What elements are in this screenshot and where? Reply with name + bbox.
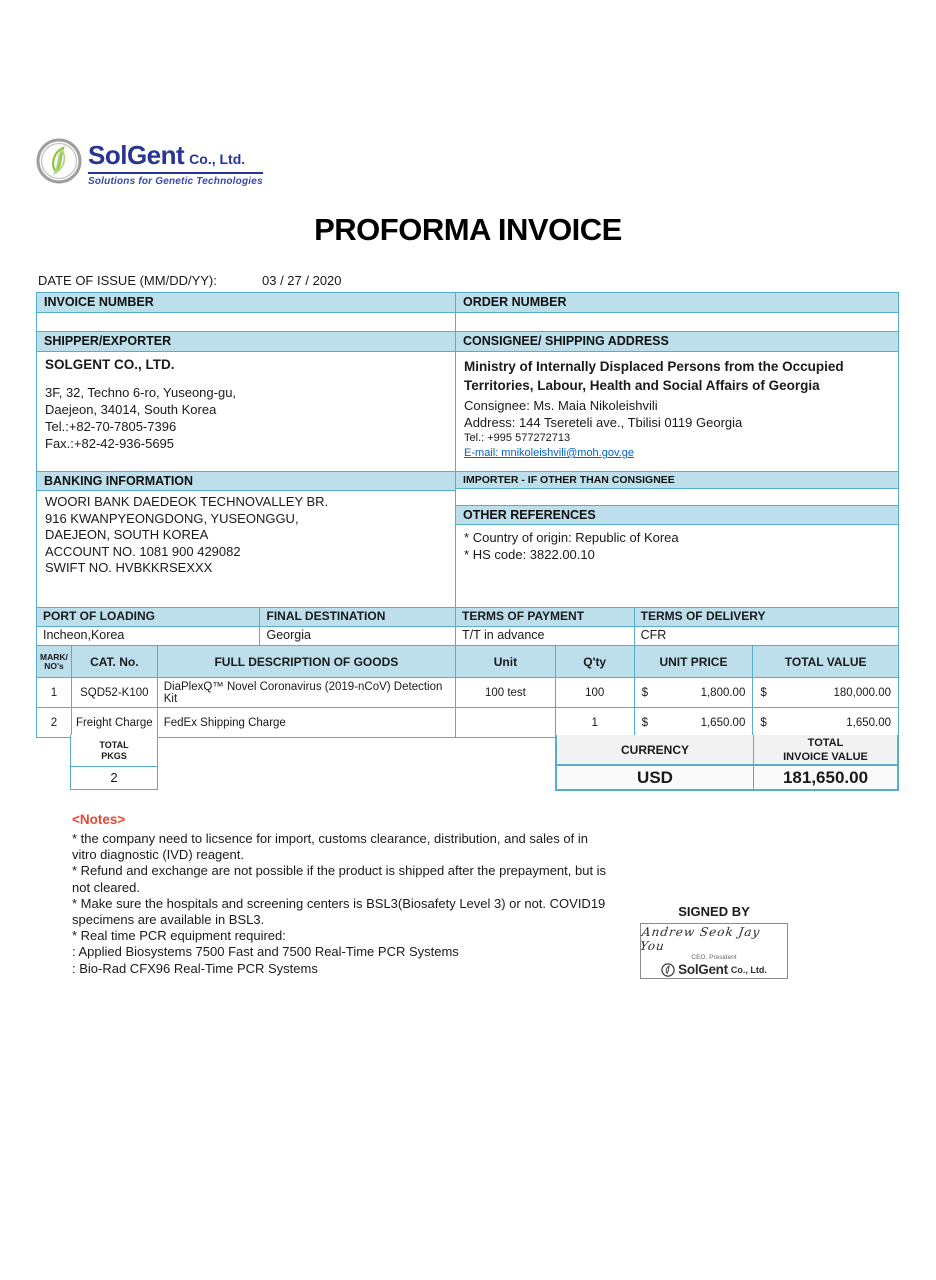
notes-section [72,812,632,977]
banking-information-label: BANKING INFORMATION [37,472,455,491]
total-invoice-value: 181,650.00 [754,766,897,789]
bank-address-line: DAEJEON, SOUTH KOREA [45,527,209,543]
total-invoice-value-box [753,735,899,791]
consignee-address: Address: 144 Tsereteli ave., Tbilisi 0119 Georgia [464,415,743,430]
invoice-grid [36,292,899,738]
company-tagline: Solutions for Genetic Technologies [88,176,263,187]
consignee-details [455,352,898,471]
row-unit [455,708,555,737]
company-logo [36,138,263,187]
signed-by-label: SIGNED BY [678,904,750,919]
currency-symbol: $ [760,686,767,699]
col-header-unit: Unit [455,646,555,677]
note-line: * Refund and exchange are not possible if the product is shipped after the prepayment, but is [72,863,607,879]
terms-of-payment-value: T/T in advance [455,627,634,645]
solgent-leaf-icon [661,963,675,977]
consignee-name: Ministry of Internally Displaced Persons from the Occupied Territories, Labour, Health and Social Affairs of Georgia [464,359,844,393]
row-mark: 1 [37,678,71,707]
col-header-unit-price: UNIT PRICE [634,646,753,677]
company-suffix: Co., Ltd. [189,151,246,167]
consignee-phone: Tel.: +995 577272713 [464,432,571,444]
importer-value [456,489,898,506]
unit-price-amount: 1,650.00 [700,716,746,729]
note-line: : Applied Biosystems 7500 Fast and 7500 Real-Time PCR Systems [72,944,459,960]
row-total-value [752,678,898,707]
document-title: PROFORMA INVOICE [314,212,622,247]
shipper-address-line: Daejeon, 34014, South Korea [45,402,217,417]
terms-of-delivery-value: CFR [634,627,898,645]
row-mark: 2 [37,708,71,737]
other-references-label: OTHER REFERENCES [456,506,898,525]
banking-details [37,491,455,580]
row-total-value [752,708,898,737]
row-description: FedEx Shipping Charge [157,708,455,737]
row-cat-no: Freight Charge [71,708,157,737]
col-header-cat-no: CAT. No. [71,646,157,677]
row-qty: 100 [555,678,634,707]
country-of-origin: * Country of origin: Republic of Korea [464,530,679,545]
col-header-mark-line2: NO's [44,660,64,671]
shipper-name: SOLGENT CO., LTD. [45,357,175,372]
row-cat-no: SQD52-K100 [71,678,157,707]
shipper-address-line: 3F, 32, Techno 6-ro, Yuseong-gu, [45,385,237,400]
shipper-exporter-label: SHIPPER/EXPORTER [37,332,455,351]
final-destination-value: Georgia [259,627,455,645]
final-destination-label: FINAL DESTINATION [259,608,455,626]
terms-of-delivery-label: TERMS OF DELIVERY [634,608,898,626]
total-pkgs-label [71,735,157,767]
importer-label: IMPORTER - IF OTHER THAN CONSIGNEE [456,472,898,489]
col-header-description: FULL DESCRIPTION OF GOODS [157,646,455,677]
port-of-loading-value: Incheon,Korea [37,627,259,645]
date-of-issue-row [38,273,858,288]
banking-section [37,472,455,607]
totals-section [36,735,899,791]
col-header-mark [37,646,71,677]
currency-symbol: $ [760,716,767,729]
signature-company-name: SolGent [678,962,728,977]
invoice-number-value [37,313,455,331]
notes-title: <Notes> [72,812,126,827]
total-pkgs-label-line1: TOTAL [99,739,129,750]
total-pkgs-box [70,735,158,790]
row-unit-price [634,678,753,707]
company-name: SolGent [88,140,185,170]
consignee-email-link[interactable]: E-mail: mnikoleishvili@moh.gov.ge [464,447,634,459]
hs-code: * HS code: 3822.00.10 [464,547,595,562]
note-line: not cleared. [72,879,140,895]
signature-company-logo [661,962,767,977]
total-value-amount: 180,000.00 [833,686,892,699]
note-line: * Real time PCR equipment required: [72,928,286,944]
signature-company-suffix: Co., Ltd. [730,964,767,975]
currency-symbol: $ [641,716,648,729]
port-of-loading-label: PORT OF LOADING [37,608,259,626]
signature-box [640,923,788,979]
row-description: DiaPlexQ™ Novel Coronavirus (2019-nCoV) Detection Kit [157,678,455,707]
bank-swift-number: SWIFT NO. HVBKKRSEXXX [45,560,213,576]
total-pkgs-value: 2 [110,770,118,785]
table-row [37,678,898,708]
solgent-leaf-icon [36,138,82,184]
total-value-amount: 1,650.00 [846,716,892,729]
note-line: * Make sure the hospitals and screening centers is BSL3(Biosafety Level 3) or not. COVID19 [72,895,606,911]
shipper-phone: Tel.:+82-70-7805-7396 [45,419,177,434]
col-header-total-value: TOTAL VALUE [752,646,898,677]
col-header-qty: Q'ty [555,646,634,677]
note-line: specimens are available in BSL3. [72,912,265,928]
total-invoice-value-label-line2: INVOICE VALUE [783,750,868,763]
currency-symbol: $ [641,686,648,699]
shipper-fax: Fax.:+82-42-936-5695 [45,436,175,451]
date-of-issue-value: 03 / 27 / 2020 [262,273,342,288]
currency-box [555,735,755,791]
terms-of-payment-label: TERMS OF PAYMENT [455,608,634,626]
signature-role: CEO. President [691,954,737,961]
bank-name: WOORI BANK DAEDEOK TECHNOVALLEY BR. [45,494,329,509]
order-number-label: ORDER NUMBER [455,293,898,312]
note-line: : Bio-Rad CFX96 Real-Time PCR Systems [72,960,318,976]
note-line: vitro diagnostic (IVD) reagent. [72,847,244,863]
unit-price-amount: 1,800.00 [700,686,746,699]
shipper-details [37,352,455,471]
consignee-label: CONSIGNEE/ SHIPPING ADDRESS [455,332,898,351]
bank-account-number: ACCOUNT NO. 1081 900 429082 [45,543,241,559]
table-row [37,708,898,738]
currency-label: CURRENCY [557,735,753,766]
order-number-value [455,313,898,331]
invoice-number-label: INVOICE NUMBER [37,293,455,312]
row-qty: 1 [555,708,634,737]
other-references-details [456,525,898,567]
total-pkgs-label-line2: PKGS [101,750,127,761]
row-unit: 100 test [455,678,555,707]
total-invoice-value-label-line1: TOTAL [807,736,844,749]
total-invoice-value-label [754,735,897,766]
signature-handwriting: Andrew Seok Jay You [639,925,762,953]
importer-references-section [455,472,898,607]
row-unit-price [634,708,753,737]
col-header-mark-line1: MARK/ [40,651,68,662]
note-line: * the company need to licsence for import, customs clearance, distribution, and sales of in [72,831,588,846]
consignee-contact: Consignee: Ms. Maia Nikoleishvili [464,398,658,413]
currency-value: USD [557,766,753,789]
date-of-issue-label: DATE OF ISSUE (MM/DD/YY): [38,273,217,288]
bank-address-line: 916 KWANPYEONGDONG, YUSEONGGU, [45,510,299,526]
